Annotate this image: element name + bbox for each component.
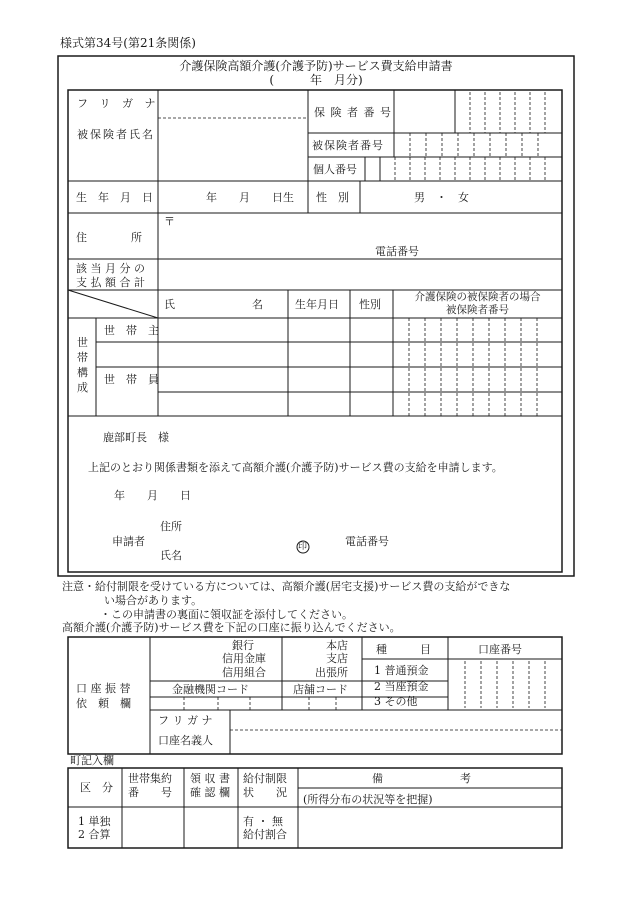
branch-type-branch: 支店 — [326, 652, 348, 665]
town-limit-ratio: 給付割合 — [243, 828, 287, 841]
bank-type-kumiai: 信用組合 — [222, 666, 266, 679]
branch-type-head: 本店 — [326, 639, 348, 652]
household-insured-header-2: 被保険者番号 — [446, 304, 509, 316]
branch-type-office: 出張所 — [315, 666, 348, 679]
town-limit-yes-no[interactable]: 有 ・ 無 — [243, 815, 283, 828]
applicant-name-label: 氏名 — [160, 549, 182, 562]
note-line-4: 高額介護(介護予防)サービス費を下記の口座に振り込んでください。 — [62, 621, 401, 634]
birth-date-label: 生 年 月 日 — [76, 191, 153, 204]
account-holder-label: 口座名義人 — [158, 734, 213, 747]
household-section-label-3: 構 — [77, 366, 88, 379]
town-limit-header-2: 状 況 — [243, 786, 287, 799]
phone-label: 電話番号 — [375, 245, 419, 258]
note-line-3: ・この申請書の裏面に領収証を添付してください。 — [100, 608, 353, 621]
town-class-combined[interactable]: 2 合算 — [78, 828, 111, 841]
household-head-label: 世 帯 主 — [104, 324, 159, 337]
request-statement: 上記のとおり関係書類を添えて高額介護(介護予防)サービス費の支給を申請します。 — [88, 461, 503, 474]
account-kind-label: 種 目 — [376, 643, 431, 656]
bank-section-label-1: 口 座 振 替 — [76, 682, 131, 695]
household-insured-header-1: 介護保険の被保険者の場合 — [414, 291, 541, 303]
payment-total-label-1: 該 当 月 分 の — [76, 262, 145, 275]
household-section-label-1: 世 — [77, 336, 88, 349]
addressee: 鹿部町長 様 — [103, 431, 169, 444]
bank-section-label-2: 依 頼 欄 — [76, 697, 131, 710]
account-kind-current[interactable]: 2 当座預金 — [374, 680, 429, 693]
town-limit-header-1: 給付制限 — [243, 772, 287, 785]
note-line-2: い場合があります。 — [104, 594, 203, 607]
bank-type-shinkin: 信用金庫 — [222, 652, 266, 665]
town-receipt-header-1: 領 収 書 — [190, 772, 230, 785]
town-receipt-header-2: 確 認 欄 — [190, 786, 230, 799]
household-sex-header: 性別 — [359, 298, 381, 311]
request-date[interactable]: 年 月 日 — [114, 489, 191, 502]
account-kind-ordinary[interactable]: 1 普通預金 — [374, 664, 429, 677]
town-class-header: 区 分 — [80, 781, 113, 794]
birth-date-field[interactable]: 年 月 日生 — [206, 191, 294, 204]
postal-mark: 〒 — [164, 215, 175, 228]
account-number-label: 口座番号 — [478, 643, 522, 656]
bank-type-bank: 銀行 — [232, 639, 254, 652]
note-line-1: 注意・給付制限を受けている方については、高額介護(居宅支援)サービス費の支給ができな — [62, 580, 511, 593]
town-remarks-header: 備 考 — [372, 772, 471, 785]
insured-name-label: 被保険者氏名 — [77, 128, 155, 141]
seal-mark: 印 — [298, 542, 308, 552]
town-remarks-note: (所得分布の状況等を把握) — [303, 793, 433, 806]
applicant-address-label: 住所 — [160, 520, 182, 533]
town-household-header-2: 番 号 — [128, 786, 172, 799]
sex-label: 性 別 — [316, 191, 349, 204]
form-period: ( 年 月分) — [269, 73, 363, 87]
household-birth-header: 生年月日 — [295, 298, 339, 311]
account-kind-other[interactable]: 3 その他 — [374, 695, 418, 708]
account-furigana-label: フ リ ガ ナ — [158, 714, 213, 727]
form-number: 様式第34号(第21条関係) — [60, 36, 196, 50]
town-household-header-1: 世帯集約 — [128, 772, 172, 785]
insurer-number-label: 保 険 者 番 号 — [314, 106, 392, 119]
town-section-title: 町記入欄 — [70, 754, 114, 767]
household-section-label-4: 成 — [77, 381, 88, 394]
personal-number-label: 個人番号 — [313, 163, 357, 176]
bank-code-label: 金融機関コード — [172, 683, 249, 696]
branch-code-label: 店舗コード — [293, 683, 348, 696]
insured-number-label: 被保険者番号 — [312, 139, 384, 152]
household-name-header: 氏 名 — [164, 298, 263, 311]
payment-total-label-2: 支 払 額 合 計 — [76, 276, 145, 289]
household-section-label-2: 帯 — [77, 351, 88, 364]
address-label: 住 所 — [76, 231, 142, 244]
applicant-phone-label: 電話番号 — [345, 535, 389, 548]
furigana-label: フ リ ガ ナ — [77, 97, 160, 110]
household-member-label: 世 帯 員 — [104, 373, 159, 386]
form-title: 介護保険高額介護(介護予防)サービス費支給申請書 — [179, 59, 453, 73]
sex-field[interactable]: 男 ・ 女 — [414, 191, 469, 204]
applicant-label: 申請者 — [112, 535, 145, 548]
town-class-single[interactable]: 1 単独 — [78, 815, 111, 828]
